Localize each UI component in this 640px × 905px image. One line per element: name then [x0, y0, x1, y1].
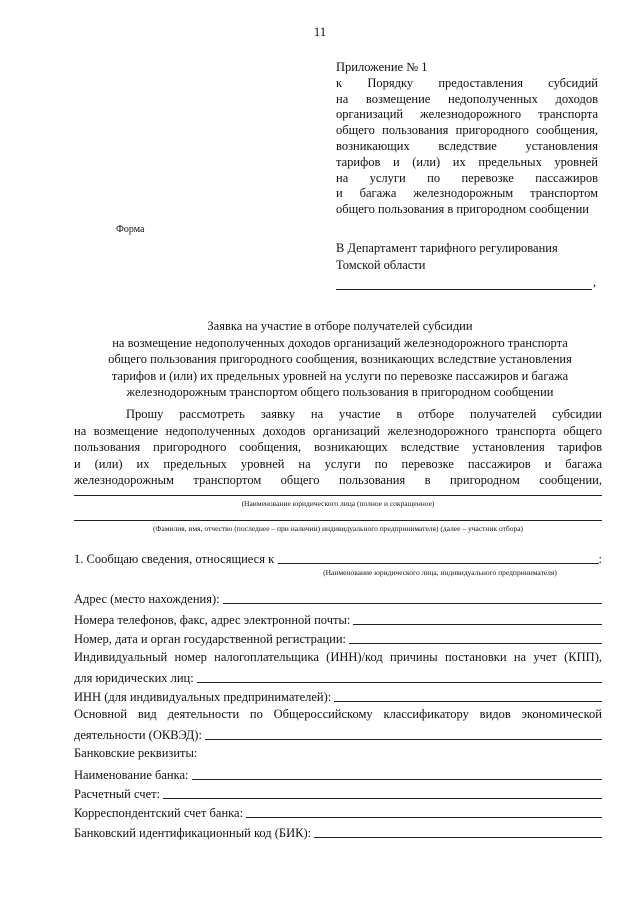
- appendix-line: к Порядку предоставления субсидий: [336, 75, 598, 90]
- section-1-label: 1. Сообщаю сведения, относящиеся к: [74, 552, 275, 566]
- field-registration: [74, 630, 602, 647]
- page-number: 11: [313, 24, 327, 39]
- field-corr-account-blank[interactable]: [246, 817, 602, 818]
- field-okved: [74, 707, 602, 743]
- field-inn-ip-blank[interactable]: [334, 701, 602, 702]
- bank-details-heading: Банковские реквизиты:: [74, 746, 198, 760]
- addressee-comma: ,: [593, 275, 597, 289]
- legal-name-hint: (Наименование юридического лица (полное и сокращенное): [241, 499, 435, 508]
- field-registration-label: Номер, дата и орган государственной регистрации:: [74, 632, 347, 646]
- field-account: [74, 785, 602, 802]
- title-line: на возмещение недополученных доходов организаций железнодорожного транспорта: [112, 335, 568, 350]
- field-okved-label-line-2: деятельности (ОКВЭД):: [74, 728, 202, 742]
- addressee: [336, 240, 602, 274]
- field-corr-account: [74, 804, 602, 821]
- addressee-blank-field[interactable]: [336, 289, 592, 290]
- request-line: Прошу рассмотреть заявку на участие в отборе получателей субсидии: [126, 407, 602, 421]
- field-inn-kpp: [74, 650, 602, 686]
- field-bik-blank[interactable]: [314, 837, 602, 838]
- appendix-line: на услуги по перевозке пассажиров: [336, 170, 598, 185]
- field-account-blank[interactable]: [163, 798, 602, 799]
- field-account-label: Расчетный счет:: [74, 787, 161, 801]
- appendix-line: и багажа железнодорожным транспортом: [336, 186, 598, 201]
- field-inn-kpp-blank[interactable]: [197, 682, 602, 683]
- title-line: железнодорожным транспортом общего пользования в пригородном сообщении: [126, 385, 554, 399]
- request-paragraph: [74, 406, 602, 489]
- appendix-line: на возмещение недополученных доходов: [336, 91, 598, 106]
- field-address: [74, 590, 602, 607]
- field-phones-blank[interactable]: [353, 624, 602, 625]
- field-okved-blank[interactable]: [205, 739, 602, 740]
- field-phones-label: Номера телефонов, факс, адрес электронной почты:: [74, 613, 351, 627]
- field-registration-blank[interactable]: [349, 643, 602, 644]
- field-bik-label: Банковский идентификационный код (БИК):: [74, 826, 312, 840]
- appendix-line: общего пользования пригородного сообщения,: [336, 123, 598, 138]
- request-line: железнодорожным транспортом общего пользования в пригородном сообщении,: [74, 473, 602, 487]
- field-inn-ip: [74, 688, 602, 705]
- request-line: пользования пригородного сообщения, возникающих вследствие установления тарифов: [74, 440, 602, 454]
- title-line: Заявка на участие в отборе получателей субсидии: [207, 319, 473, 333]
- document-title: [60, 318, 620, 401]
- field-bank-name-blank[interactable]: [192, 779, 602, 780]
- field-bank-name: [74, 766, 602, 783]
- section-1-blank-field[interactable]: [278, 563, 598, 564]
- field-bank-name-label: Наименование банка:: [74, 768, 189, 782]
- request-line: и (или) их предельных уровней на услуги по перевозке пассажиров и багажа: [74, 456, 602, 471]
- field-inn-ip-label: ИНН (для индивидуальных предпринимателей):: [74, 690, 332, 704]
- section-1-hint: (Наименование юридического лица, индивидуального предпринимателя): [323, 568, 557, 577]
- appendix-header: [336, 60, 598, 218]
- appendix-line: общего пользования в пригородном сообщении: [336, 202, 589, 217]
- appendix-line: Приложение № 1: [336, 60, 428, 74]
- ip-name-hint: (Фамилия, имя, отчество (последнее – при наличии) индивидуального предпринимателя) (далее – участник отбора): [152, 524, 524, 533]
- title-line: общего пользования пригородного сообщения, возникающих вследствие установления: [108, 352, 572, 366]
- field-address-label: Адрес (место нахождения):: [74, 592, 220, 606]
- addressee-line-1: В Департамент тарифного регулирования: [336, 241, 558, 255]
- addressee-line-2: Томской области: [336, 258, 426, 272]
- appendix-line: организаций железнодорожного транспорта: [336, 107, 598, 122]
- legal-name-blank-field[interactable]: [74, 495, 602, 496]
- field-okved-label-line-1: Основной вид деятельности по Общероссийскому классификатору видов экономической: [74, 707, 602, 721]
- field-inn-kpp-label-line-1: Индивидуальный номер налогоплательщика (ИНН)/код причины постановки на учет (КПП),: [74, 650, 602, 664]
- field-bik: [74, 824, 602, 841]
- appendix-line: тарифов и (или) их предельных уровней: [336, 154, 598, 169]
- field-inn-kpp-label-line-2: для юридических лиц:: [74, 671, 194, 685]
- form-label: Форма: [116, 224, 145, 235]
- field-phones: [74, 611, 602, 628]
- request-line: на возмещение недополученных доходов организаций железнодорожного транспорта общего: [74, 423, 602, 438]
- field-address-blank[interactable]: [223, 603, 602, 604]
- ip-name-blank-field[interactable]: [74, 520, 602, 521]
- section-1-colon: :: [598, 552, 602, 566]
- appendix-line: возникающих вследствие установления: [336, 138, 598, 153]
- section-1-row: [74, 550, 602, 567]
- title-line: тарифов и (или) их предельных уровней на услуги по перевозке пассажиров и багажа: [111, 368, 569, 383]
- field-corr-account-label: Корреспондентский счет банка:: [74, 806, 244, 820]
